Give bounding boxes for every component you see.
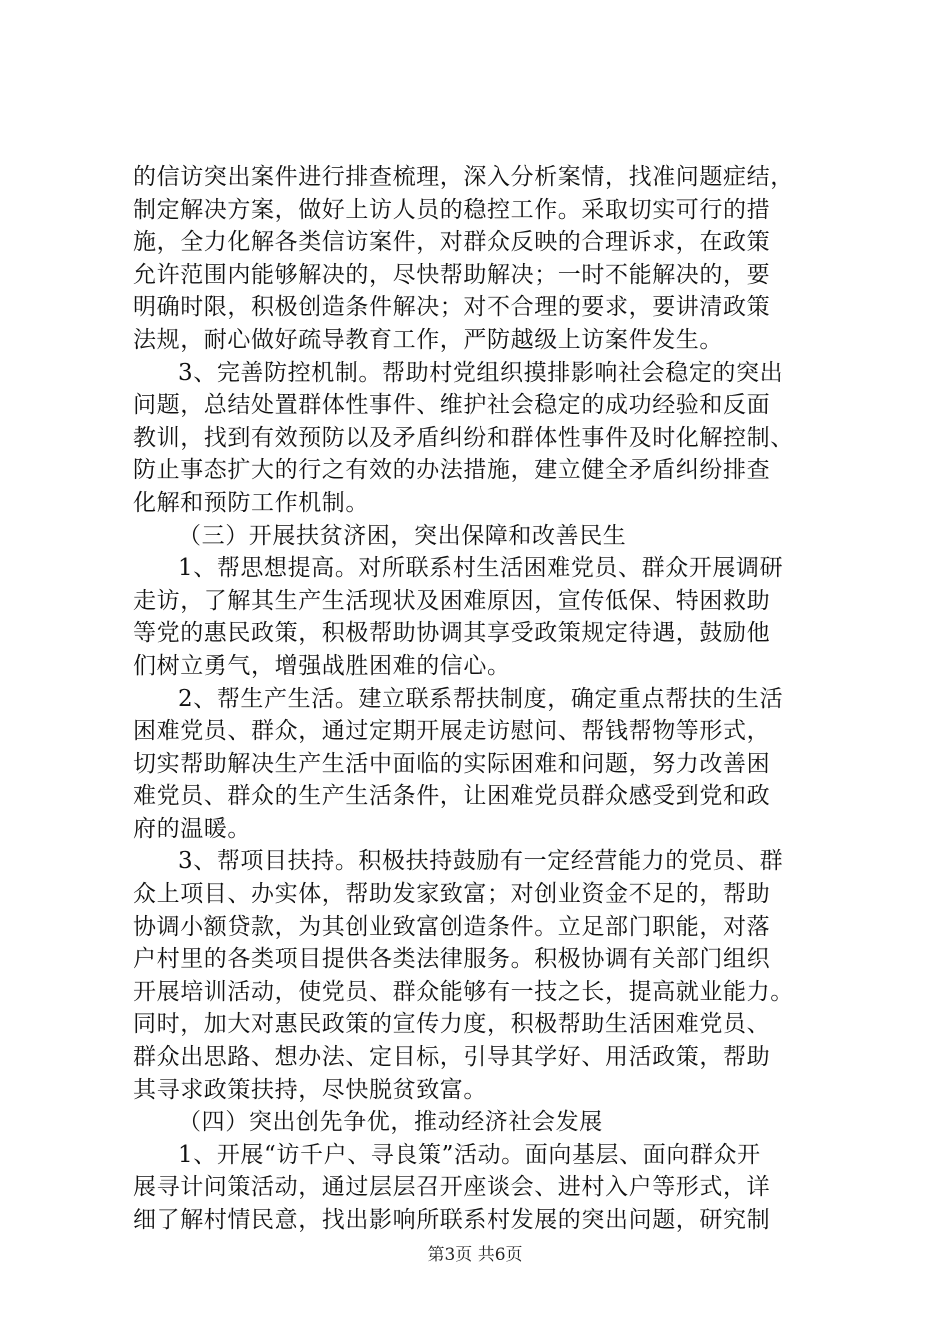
- text-line: （三）开展扶贫济困，突出保障和改善民生: [178, 522, 627, 549]
- text-line: 众上项目、办实体，帮助发家致富；对创业资金不足的，帮助: [133, 881, 771, 908]
- page-footer: 第3页 共6页: [427, 1245, 523, 1265]
- text-line: 等党的惠民政策，积极帮助协调其享受政策规定待遇，鼓励他: [133, 620, 771, 647]
- text-line: 困难党员、群众，通过定期开展走访慰问、帮钱帮物等形式，: [133, 718, 771, 745]
- text-line: 切实帮助解决生产生活中面临的实际困难和问题，努力改善困: [133, 750, 771, 777]
- text-line: 其寻求政策扶持，尽快脱贫致富。: [133, 1076, 487, 1103]
- text-line: 明确时限，积极创造条件解决；对不合理的要求，要讲清政策: [133, 294, 771, 321]
- text-line: 问题，总结处置群体性事件、维护社会稳定的成功经验和反面: [133, 392, 771, 419]
- text-line: 3、帮项目扶持。积极扶持鼓励有一定经营能力的党员、群: [178, 848, 784, 875]
- text-line: 群众出思路、想办法、定目标，引导其学好、用活政策，帮助: [133, 1044, 771, 1071]
- text-line: 府的温暖。: [133, 815, 251, 842]
- text-line: 走访，了解其生产生活现状及困难原因，宣传低保、特困救助: [133, 587, 771, 614]
- text-line: 1、帮思想提高。对所联系村生活困难党员、群众开展调研: [178, 555, 784, 582]
- text-line: 制定解决方案，做好上访人员的稳控工作。采取切实可行的措: [133, 196, 771, 223]
- text-line: 防止事态扩大的行之有效的办法措施，建立健全矛盾纠纷排查: [133, 457, 771, 484]
- text-line: 法规，耐心做好疏导教育工作，严防越级上访案件发生。: [133, 326, 723, 353]
- text-line: 1、开展“访千户、寻良策”活动。面向基层、面向群众开: [178, 1141, 761, 1168]
- text-line: 协调小额贷款，为其创业致富创造条件。立足部门职能，对落: [133, 913, 771, 940]
- text-line: 2、帮生产生活。建立联系帮扶制度，确定重点帮扶的生活: [178, 685, 784, 712]
- text-line: 化解和预防工作机制。: [133, 489, 369, 516]
- text-line: （四）突出创先争优，推动经济社会发展: [178, 1109, 603, 1136]
- text-line: 户村里的各类项目提供各类法律服务。积极协调有关部门组织: [133, 946, 771, 973]
- body-text: [133, 161, 833, 1237]
- text-line: 难党员、群众的生产生活条件，让困难党员群众感受到党和政: [133, 783, 771, 810]
- text-line: 允许范围内能够解决的，尽快帮助解决；一时不能解决的，要: [133, 261, 771, 288]
- text-line: 开展培训活动，使党员、群众能够有一技之长，提高就业能力。: [133, 978, 794, 1005]
- text-line: 们树立勇气，增强战胜困难的信心。: [133, 652, 511, 679]
- text-line: 教训，找到有效预防以及矛盾纠纷和群体性事件及时化解控制、: [133, 424, 794, 451]
- text-line: 的信访突出案件进行排查梳理，深入分析案情，找准问题症结，: [133, 164, 794, 190]
- text-line: 同时，加大对惠民政策的宣传力度，积极帮助生活困难党员、: [133, 1011, 771, 1038]
- text-line: 细了解村情民意，找出影响所联系村发展的突出问题，研究制: [133, 1207, 771, 1233]
- text-line: 3、完善防控机制。帮助村党组织摸排影响社会稳定的突出: [178, 359, 784, 386]
- text-line: 施，全力化解各类信访案件，对群众反映的合理诉求，在政策: [133, 229, 771, 256]
- text-line: 展寻计问策活动，通过层层召开座谈会、进村入户等形式，详: [133, 1174, 771, 1201]
